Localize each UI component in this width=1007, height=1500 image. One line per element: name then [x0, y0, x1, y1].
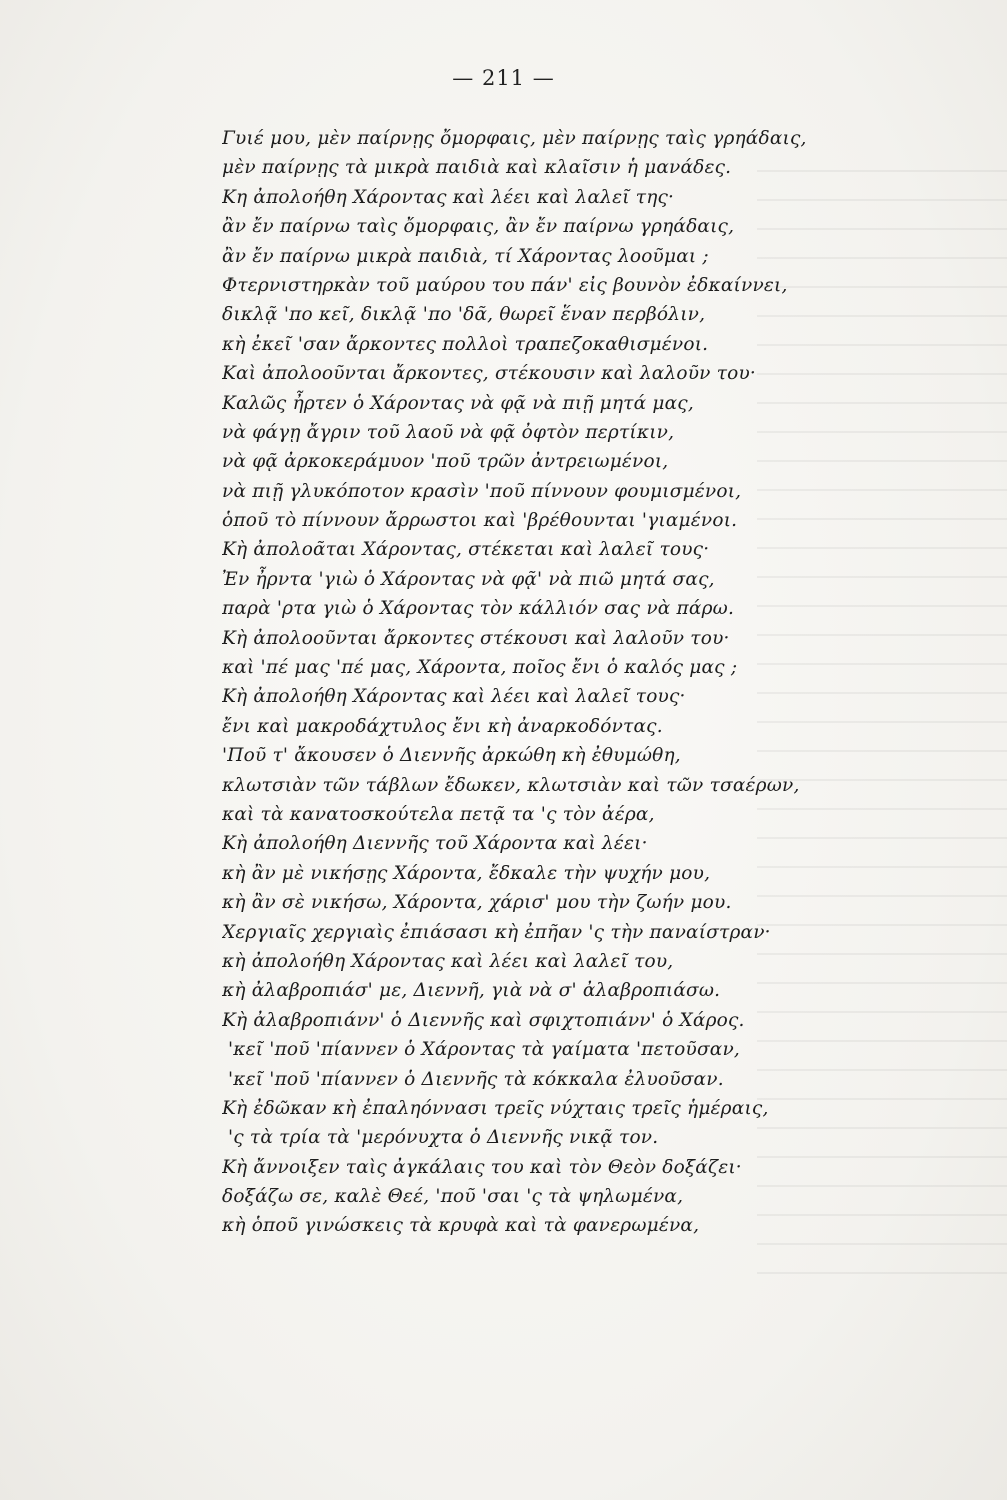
verse-line: νὰ φάγῃ ἄγριν τοῦ λαοῦ νὰ φᾷ ὀφτὸν περτίκιν,	[222, 421, 675, 443]
verse-line: κὴ ἐκεῖ 'σαν ἄρκοντες πολλοὶ τραπεζοκαθισμένοι.	[222, 333, 709, 355]
verse-line: κὴ ἀπολοήθη Χάροντας καὶ λέει καὶ λαλεῖ του,	[222, 950, 674, 972]
verse-line: παρὰ 'ρτα γιὼ ὁ Χάροντας τὸν κάλλιόν σας νὰ πάρω.	[222, 598, 735, 620]
verse-line: ἔνι καὶ μακροδάχτυλος ἔνι κὴ ἀναρκοδόντας.	[222, 715, 663, 737]
verse-line: μὲν παίρνῃς τὰ μικρὰ παιδιὰ καὶ κλαῖσιν ἡ μανάδες.	[222, 157, 732, 179]
verse-block	[222, 124, 962, 1241]
verse-line: Κὴ ἀλαβροπιάνν' ὁ Διεννῆς καὶ σφιχτοπιάνν' ὁ Χάρος.	[222, 1009, 745, 1031]
verse-line: Καλῶς ἦρτεν ὁ Χάροντας νὰ φᾷ νὰ πιῇ μητά μας,	[222, 392, 694, 414]
verse-line: Κὴ ἀπολοοῦνται ἄρκοντες στέκουσι καὶ λαλοῦν του·	[222, 627, 730, 649]
verse-line: ἂν ἔν παίρνω ταὶς ὄμορφαις, ἂν ἔν παίρνω γρηάδαις,	[222, 216, 735, 238]
verse-line: νὰ φᾷ ἀρκοκεράμυον 'ποῦ τρῶν ἀντρειωμένοι,	[222, 451, 669, 473]
verse-line: 'κεῖ 'ποῦ 'πίαννεν ὁ Χάροντας τὰ γαίματα 'πετοῦσαν,	[228, 1039, 741, 1061]
verse-line: Κὴ ἀπολοᾶται Χάροντας, στέκεται καὶ λαλεῖ τους·	[222, 539, 710, 561]
verse-line: Κὴ ἀπολοήθη Χάροντας καὶ λέει καὶ λαλεῖ τους·	[222, 686, 686, 708]
verse-line: δοξάζω σε, καλὲ Θεέ, 'ποῦ 'σαι 'ς τὰ ψηλωμένα,	[222, 1186, 684, 1208]
verse-line: κὴ ἂν μὲ νικήσῃς Χάροντα, ἔδκαλε τὴν ψυχήν μου,	[222, 862, 711, 884]
verse-line: Κη ἀπολοήθη Χάροντας καὶ λέει καὶ λαλεῖ της·	[222, 186, 675, 208]
verse-line: Καὶ ἀπολοοῦνται ἄρκοντες, στέκουσιν καὶ λαλοῦν του·	[222, 363, 756, 385]
verse-line: ἂν ἔν παίρνω μικρὰ παιδιὰ, τί Χάροντας λοοῦμαι ;	[222, 245, 709, 267]
verse-line: κλωτσιὰν τῶν τάβλων ἔδωκεν, κλωτσιὰν καὶ τῶν τσαέρων,	[222, 774, 800, 796]
verse-line: Χεργιαῖς χεργιαὶς ἐπιάσασι κὴ ἐπῆαν 'ς τὴν παναίστραν·	[222, 921, 771, 943]
verse-line: καὶ τὰ κανατοσκούτελα πετᾷ τα 'ς τὸν ἀέρα,	[222, 803, 655, 825]
verse-line: ὁποῦ τὸ πίννουν ἄρρωστοι καὶ 'βρέθουνται 'γιαμένοι.	[222, 510, 738, 532]
verse-line: Κὴ ἀπολοήθη Διεννῆς τοῦ Χάροντα καὶ λέει·	[222, 833, 648, 855]
verse-line: Κὴ ἄννοιξεν ταὶς ἀγκάλαις του καὶ τὸν Θεὸν δοξάζει·	[222, 1156, 742, 1178]
verse-line: κὴ ἂν σὲ νικήσω, Χάροντα, χάρισ' μου τὴν ζωήν μου.	[222, 892, 732, 914]
verse-line: Φτερνιστηρκὰν τοῦ μαύρου του πάν' εἰς βουνὸν ἐδκαίννει,	[222, 274, 788, 296]
verse-line: κὴ ὁποῦ γινώσκεις τὰ κρυφὰ καὶ τὰ φανερωμένα,	[222, 1215, 700, 1237]
verse-line: Γυιέ μου, μὲν παίρνῃς ὄμορφαις, μὲν παίρνῃς ταὶς γρηάδαις,	[222, 128, 807, 149]
verse-line: κὴ ἀλαβροπιάσ' με, Διεννῆ, γιὰ νὰ σ' ἀλαβροπιάσω.	[222, 980, 721, 1002]
verse-line: Ἐν ἦρντα 'γιὼ ὁ Χάροντας νὰ φᾷ' νὰ πιῶ μητά σας,	[222, 568, 715, 590]
page-number: — 211 —	[452, 66, 555, 90]
verse-line: δικλᾷ 'πο κεῖ, δικλᾷ 'πο 'δᾶ, θωρεῖ ἕναν περβόλιν,	[222, 304, 706, 326]
verse-line: 'Ποῦ τ' ἄκουσεν ὁ Διεννῆς ἀρκώθη κὴ ἐθυμώθη,	[222, 745, 681, 767]
verse-line: καὶ 'πέ μας 'πέ μας, Χάροντα, ποῖος ἔνι ὁ καλός μας ;	[222, 657, 738, 679]
verse-line: 'ς τὰ τρία τὰ 'μερόνυχτα ὁ Διεννῆς νικᾷ τον.	[228, 1127, 659, 1149]
verse-line: νὰ πιῇ γλυκόποτον κρασὶν 'ποῦ πίννουν φουμισμένοι,	[222, 480, 742, 502]
verse-line: 'κεῖ 'ποῦ 'πίαννεν ὁ Διεννῆς τὰ κόκκαλα ἐλυοῦσαν.	[228, 1068, 724, 1090]
verse-line: Κὴ ἐδῶκαν κὴ ἐπαληόννασι τρεῖς νύχταις τρεῖς ἡμέραις,	[222, 1097, 769, 1119]
